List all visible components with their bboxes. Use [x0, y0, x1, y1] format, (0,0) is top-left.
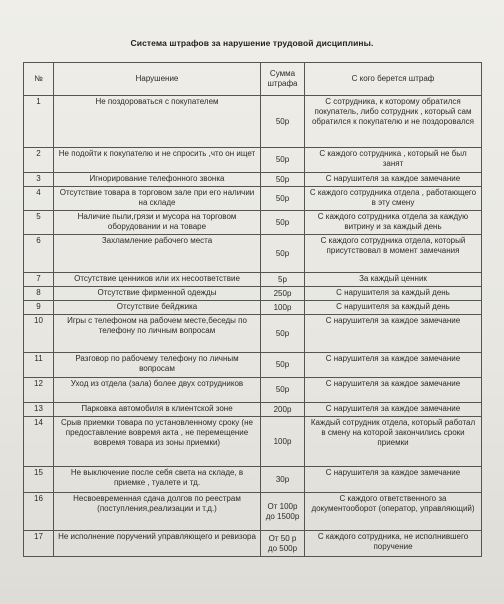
row-num: 6: [24, 235, 54, 273]
table-row: [24, 287, 482, 301]
table-row: [24, 353, 482, 378]
row-sum: 50р: [261, 315, 305, 353]
table-row: [24, 417, 482, 467]
table-row: [24, 148, 482, 173]
row-num: 1: [24, 96, 54, 148]
row-violation: Отсутствие бейджика: [54, 301, 261, 315]
row-who: С каждого сотрудника отдела , работающего в эту смену: [305, 187, 482, 211]
row-violation: Несвоевременная сдача долгов по реестрам (поступления,реализации и т.д.): [54, 493, 261, 531]
row-sum: 100р: [261, 417, 305, 467]
row-who: С каждого сотрудника отдела за каждую витрину и за каждый день: [305, 211, 482, 235]
row-sum: 50р: [261, 187, 305, 211]
row-who: С каждого сотрудника , который не был занят: [305, 148, 482, 173]
table-row: [24, 531, 482, 557]
row-violation: Игнорирование телефонного звонка: [54, 173, 261, 187]
row-num: 17: [24, 531, 54, 557]
row-num: 14: [24, 417, 54, 467]
table-row: [24, 378, 482, 403]
row-violation: Отсутствие товара в торговом зале при его наличии на складе: [54, 187, 261, 211]
table-row: [24, 273, 482, 287]
row-who: С каждого сотрудника, не исполнившего поручение: [305, 531, 482, 557]
row-who: С сотрудника, к которому обратился покупатель, либо сотрудник , который сам обратился к покупателю и не поздоровался: [305, 96, 482, 148]
fines-table: [23, 62, 482, 557]
row-violation: Срыв приемки товара по установленному сроку (не предоставление вовремя акта , не перемещение вовремя товара из зоны приемки): [54, 417, 261, 467]
row-who: С нарушителя за каждое замечание: [305, 173, 482, 187]
row-sum: 50р: [261, 353, 305, 378]
row-who: Каждый сотрудник отдела, который работал в смену на которой закончились сроки приемки: [305, 417, 482, 467]
row-num: 3: [24, 173, 54, 187]
row-sum: 30р: [261, 467, 305, 493]
row-violation: Не поздороваться с покупателем: [54, 96, 261, 148]
table-row: [24, 187, 482, 211]
header-who: С кого берется штраф: [305, 63, 482, 96]
row-num: 12: [24, 378, 54, 403]
row-sum: 50р: [261, 211, 305, 235]
row-num: 5: [24, 211, 54, 235]
row-who: С нарушителя за каждое замечание: [305, 467, 482, 493]
row-who: С каждого сотрудника отдела, который присутствовал в момент замечания: [305, 235, 482, 273]
table-row: [24, 173, 482, 187]
row-sum: 50р: [261, 378, 305, 403]
row-violation: Не подойти к покупателю и не спросить ,что он ищет: [54, 148, 261, 173]
row-who: С нарушителя за каждый день: [305, 287, 482, 301]
row-num: 11: [24, 353, 54, 378]
row-who: За каждый ценник: [305, 273, 482, 287]
table-row: [24, 96, 482, 148]
row-who: С нарушителя за каждый день: [305, 301, 482, 315]
row-violation: Наличие пыли,грязи и мусора на торговом оборудовании и на товаре: [54, 211, 261, 235]
row-num: 15: [24, 467, 54, 493]
row-violation: Не исполнение поручений управляющего и ревизора: [54, 531, 261, 557]
row-who: С нарушителя за каждое замечание: [305, 403, 482, 417]
row-num: 13: [24, 403, 54, 417]
row-sum: 50р: [261, 96, 305, 148]
table-row: [24, 315, 482, 353]
header-num: №: [24, 63, 54, 96]
header-violation: Нарушение: [54, 63, 261, 96]
row-sum: 50р: [261, 148, 305, 173]
header-sum: Сумма штрафа: [261, 63, 305, 96]
row-who: С каждого ответственного за документооборот (оператор, управляющий): [305, 493, 482, 531]
row-num: 8: [24, 287, 54, 301]
row-violation: Отсутствие ценников или их несоответствие: [54, 273, 261, 287]
table-row: [24, 301, 482, 315]
row-num: 10: [24, 315, 54, 353]
row-who: С нарушителя за каждое замечание: [305, 378, 482, 403]
row-violation: Игры с телефоном на рабочем месте,беседы по телефону по личным вопросам: [54, 315, 261, 353]
row-violation: Отсутствие фирменной одежды: [54, 287, 261, 301]
row-num: 9: [24, 301, 54, 315]
row-sum: 50р: [261, 173, 305, 187]
row-who: С нарушителя за каждое замечание: [305, 315, 482, 353]
table-header-row: [24, 63, 482, 96]
document-title: Система штрафов за нарушение трудовой дисциплины.: [130, 38, 374, 48]
row-sum: 200р: [261, 403, 305, 417]
row-sum: От 100р до 1500р: [261, 493, 305, 531]
row-violation: Захламление рабочего места: [54, 235, 261, 273]
table-row: [24, 403, 482, 417]
row-violation: Не выключение после себя света на складе, в приемке , туалете и тд.: [54, 467, 261, 493]
row-sum: От 50 р до 500р: [261, 531, 305, 557]
row-who: С нарушителя за каждое замечание: [305, 353, 482, 378]
table-row: [24, 467, 482, 493]
row-sum: 5р: [261, 273, 305, 287]
row-num: 7: [24, 273, 54, 287]
row-num: 4: [24, 187, 54, 211]
row-sum: 50р: [261, 235, 305, 273]
row-violation: Уход из отдела (зала) более двух сотрудников: [54, 378, 261, 403]
row-num: 16: [24, 493, 54, 531]
table-row: [24, 235, 482, 273]
table-row: [24, 211, 482, 235]
row-sum: 250р: [261, 287, 305, 301]
row-violation: Разговор по рабочему телефону по личным вопросам: [54, 353, 261, 378]
row-num: 2: [24, 148, 54, 173]
table-row: [24, 493, 482, 531]
row-violation: Парковка автомобиля в клиентской зоне: [54, 403, 261, 417]
row-sum: 100р: [261, 301, 305, 315]
